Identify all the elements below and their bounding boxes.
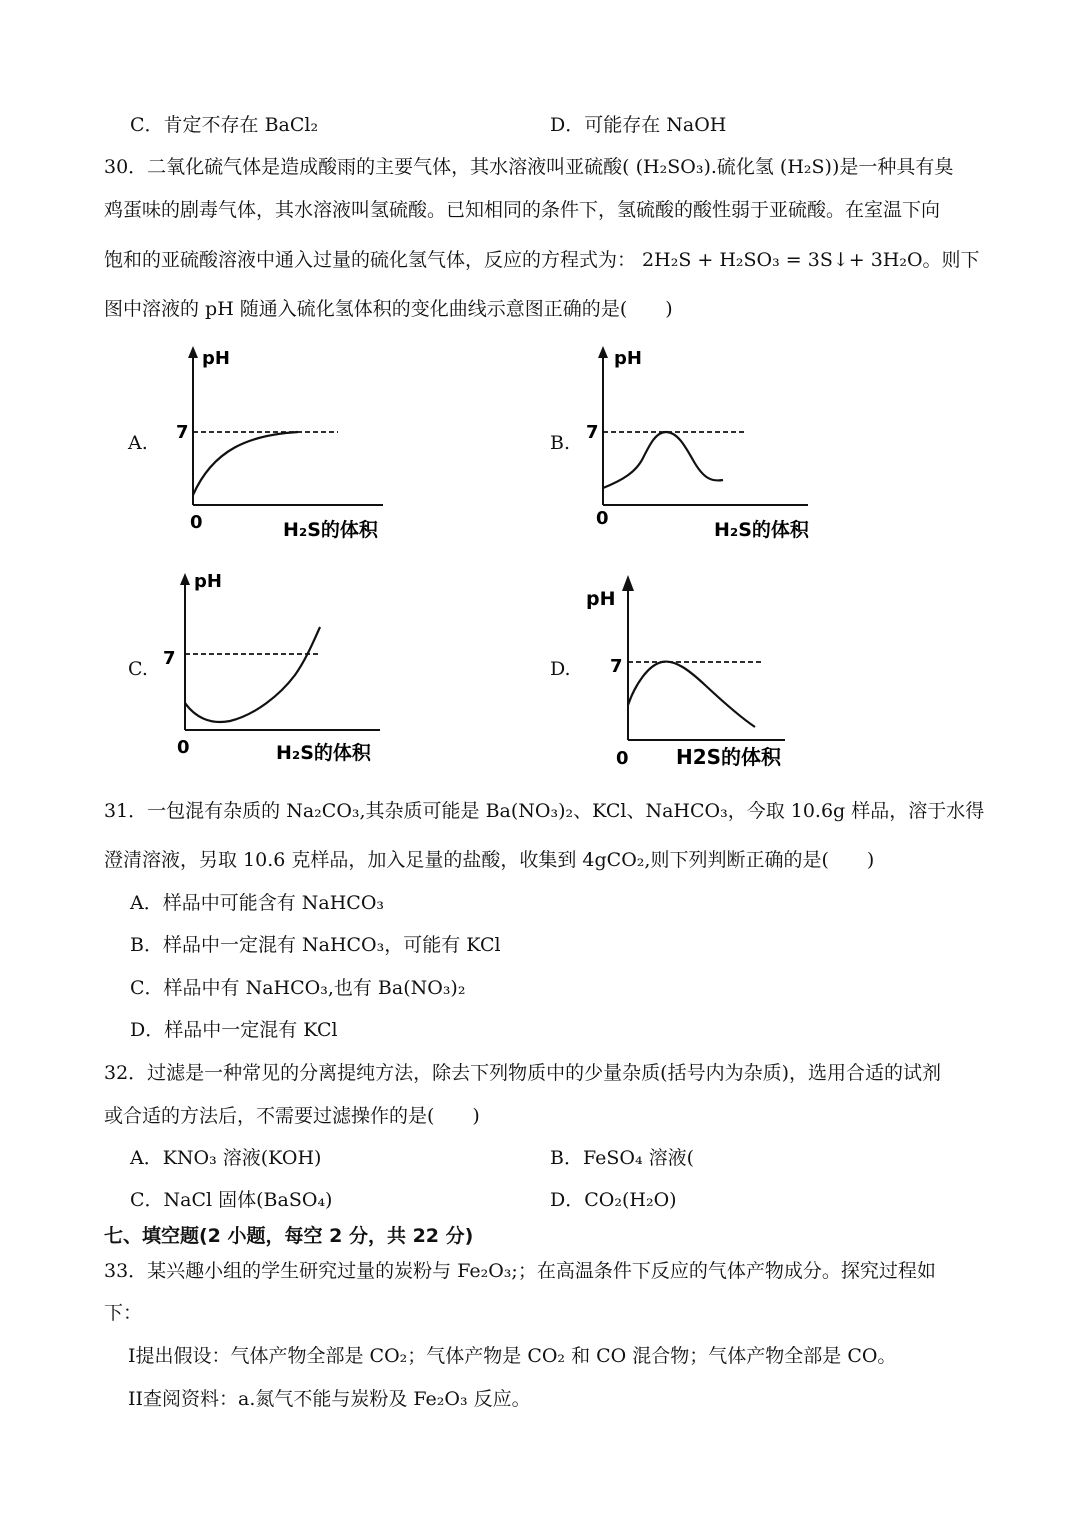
graph-b-y-label: pH xyxy=(614,348,642,369)
graph-a-svg xyxy=(168,340,408,550)
graph-c-x-label: H₂S的体积 xyxy=(276,742,371,764)
graph-b-x-label: H₂S的体积 xyxy=(714,519,809,541)
q31-option-d: D．样品中一定混有 KCl xyxy=(130,1019,338,1041)
q30-line-2: 鸡蛋味的剧毒气体，其水溶液叫氢硫酸。已知相同的条件下，氢硫酸的酸性弱于亚硫酸。在室温下向 xyxy=(104,199,941,221)
graph-d xyxy=(580,565,830,780)
graph-c xyxy=(160,565,410,775)
graph-c-svg xyxy=(160,565,410,775)
graph-a xyxy=(168,340,408,550)
q29-option-c: C．肯定不存在 BaCl₂ xyxy=(130,114,319,136)
q30-line-4: 图中溶液的 pH 随通入硫化氢体积的变化曲线示意图正确的是( ) xyxy=(104,298,673,320)
graph-c-y-label: pH xyxy=(194,571,222,592)
q31-line-2: 澄清溶液，另取 10.6 克样品，加入足量的盐酸，收集到 4gCO₂,则下列判断正确的是( ) xyxy=(104,849,875,871)
q32-option-d: D．CO₂(H₂O) xyxy=(550,1189,677,1211)
section-heading: 七、填空题(2 小题，每空 2 分，共 22 分) xyxy=(104,1225,474,1247)
q32-line-2: 或合适的方法后，不需要过滤操作的是( ) xyxy=(104,1105,480,1127)
graph-c-origin: 0 xyxy=(177,737,190,758)
q31-line-1: 31．一包混有杂质的 Na₂CO₃,其杂质可能是 Ba(NO₃)₂、KCl、NaHCO₃，今取 10.6g 样品，溶于水得 xyxy=(104,800,985,822)
q33-line-4: II查阅资料：a.氮气不能与炭粉及 Fe₂O₃ 反应。 xyxy=(128,1388,531,1410)
graph-b-svg xyxy=(578,340,828,550)
q32-option-a: A．KNO₃ 溶液(KOH) xyxy=(130,1147,322,1169)
q30-line-3: 饱和的亚硫酸溶液中通入过量的硫化氢气体，反应的方程式为： 2H₂S + H₂SO₃ = 3S↓+ 3H₂O。则下 xyxy=(104,249,980,271)
graph-c-option-label: C. xyxy=(128,658,148,680)
graph-c-y-tick: 7 xyxy=(163,648,176,669)
q33-line-1: 33．某兴趣小组的学生研究过量的炭粉与 Fe₂O₃;；在高温条件下反应的气体产物成分。探究过程如 xyxy=(104,1260,936,1282)
graph-d-svg xyxy=(580,565,830,780)
graph-d-option-label: D. xyxy=(550,658,571,680)
q31-option-c: C．样品中有 NaHCO₃,也有 Ba(NO₃)₂ xyxy=(130,977,466,999)
q30-line-1: 30．二氧化硫气体是造成酸雨的主要气体，其水溶液叫亚硫酸( (H₂SO₃).硫化氢 (H₂S))是一种具有臭 xyxy=(104,156,954,178)
graph-d-x-label: H2S的体积 xyxy=(676,745,782,769)
q33-line-2: 下： xyxy=(104,1302,143,1324)
graph-a-origin: 0 xyxy=(190,512,203,533)
graph-b-option-label: B. xyxy=(550,432,571,454)
q31-option-b: B．样品中一定混有 NaHCO₃，可能有 KCl xyxy=(130,934,501,956)
q31-option-a: A．样品中可能含有 NaHCO₃ xyxy=(130,892,385,914)
graph-d-y-tick: 7 xyxy=(610,656,623,677)
q32-line-1: 32．过滤是一种常见的分离提纯方法，除去下列物质中的少量杂质(括号内为杂质)，选用合适的试剂 xyxy=(104,1062,942,1084)
graph-d-origin: 0 xyxy=(616,748,629,769)
graph-a-y-label: pH xyxy=(202,348,230,369)
graph-a-x-label: H₂S的体积 xyxy=(283,519,378,541)
graph-b-y-tick: 7 xyxy=(586,422,599,443)
q29-option-d: D．可能存在 NaOH xyxy=(550,114,727,136)
q32-option-c: C．NaCl 固体(BaSO₄) xyxy=(130,1189,333,1211)
graph-d-y-label: pH xyxy=(586,588,616,610)
q33-line-3: I提出假设：气体产物全部是 CO₂；气体产物是 CO₂ 和 CO 混合物；气体产物全部是 CO。 xyxy=(128,1345,897,1367)
graph-a-y-tick: 7 xyxy=(176,422,189,443)
graph-b-origin: 0 xyxy=(596,508,609,529)
graph-a-option-label: A. xyxy=(128,432,148,454)
q32-option-b: B．FeSO₄ 溶液( xyxy=(550,1147,695,1169)
graph-b xyxy=(578,340,828,550)
